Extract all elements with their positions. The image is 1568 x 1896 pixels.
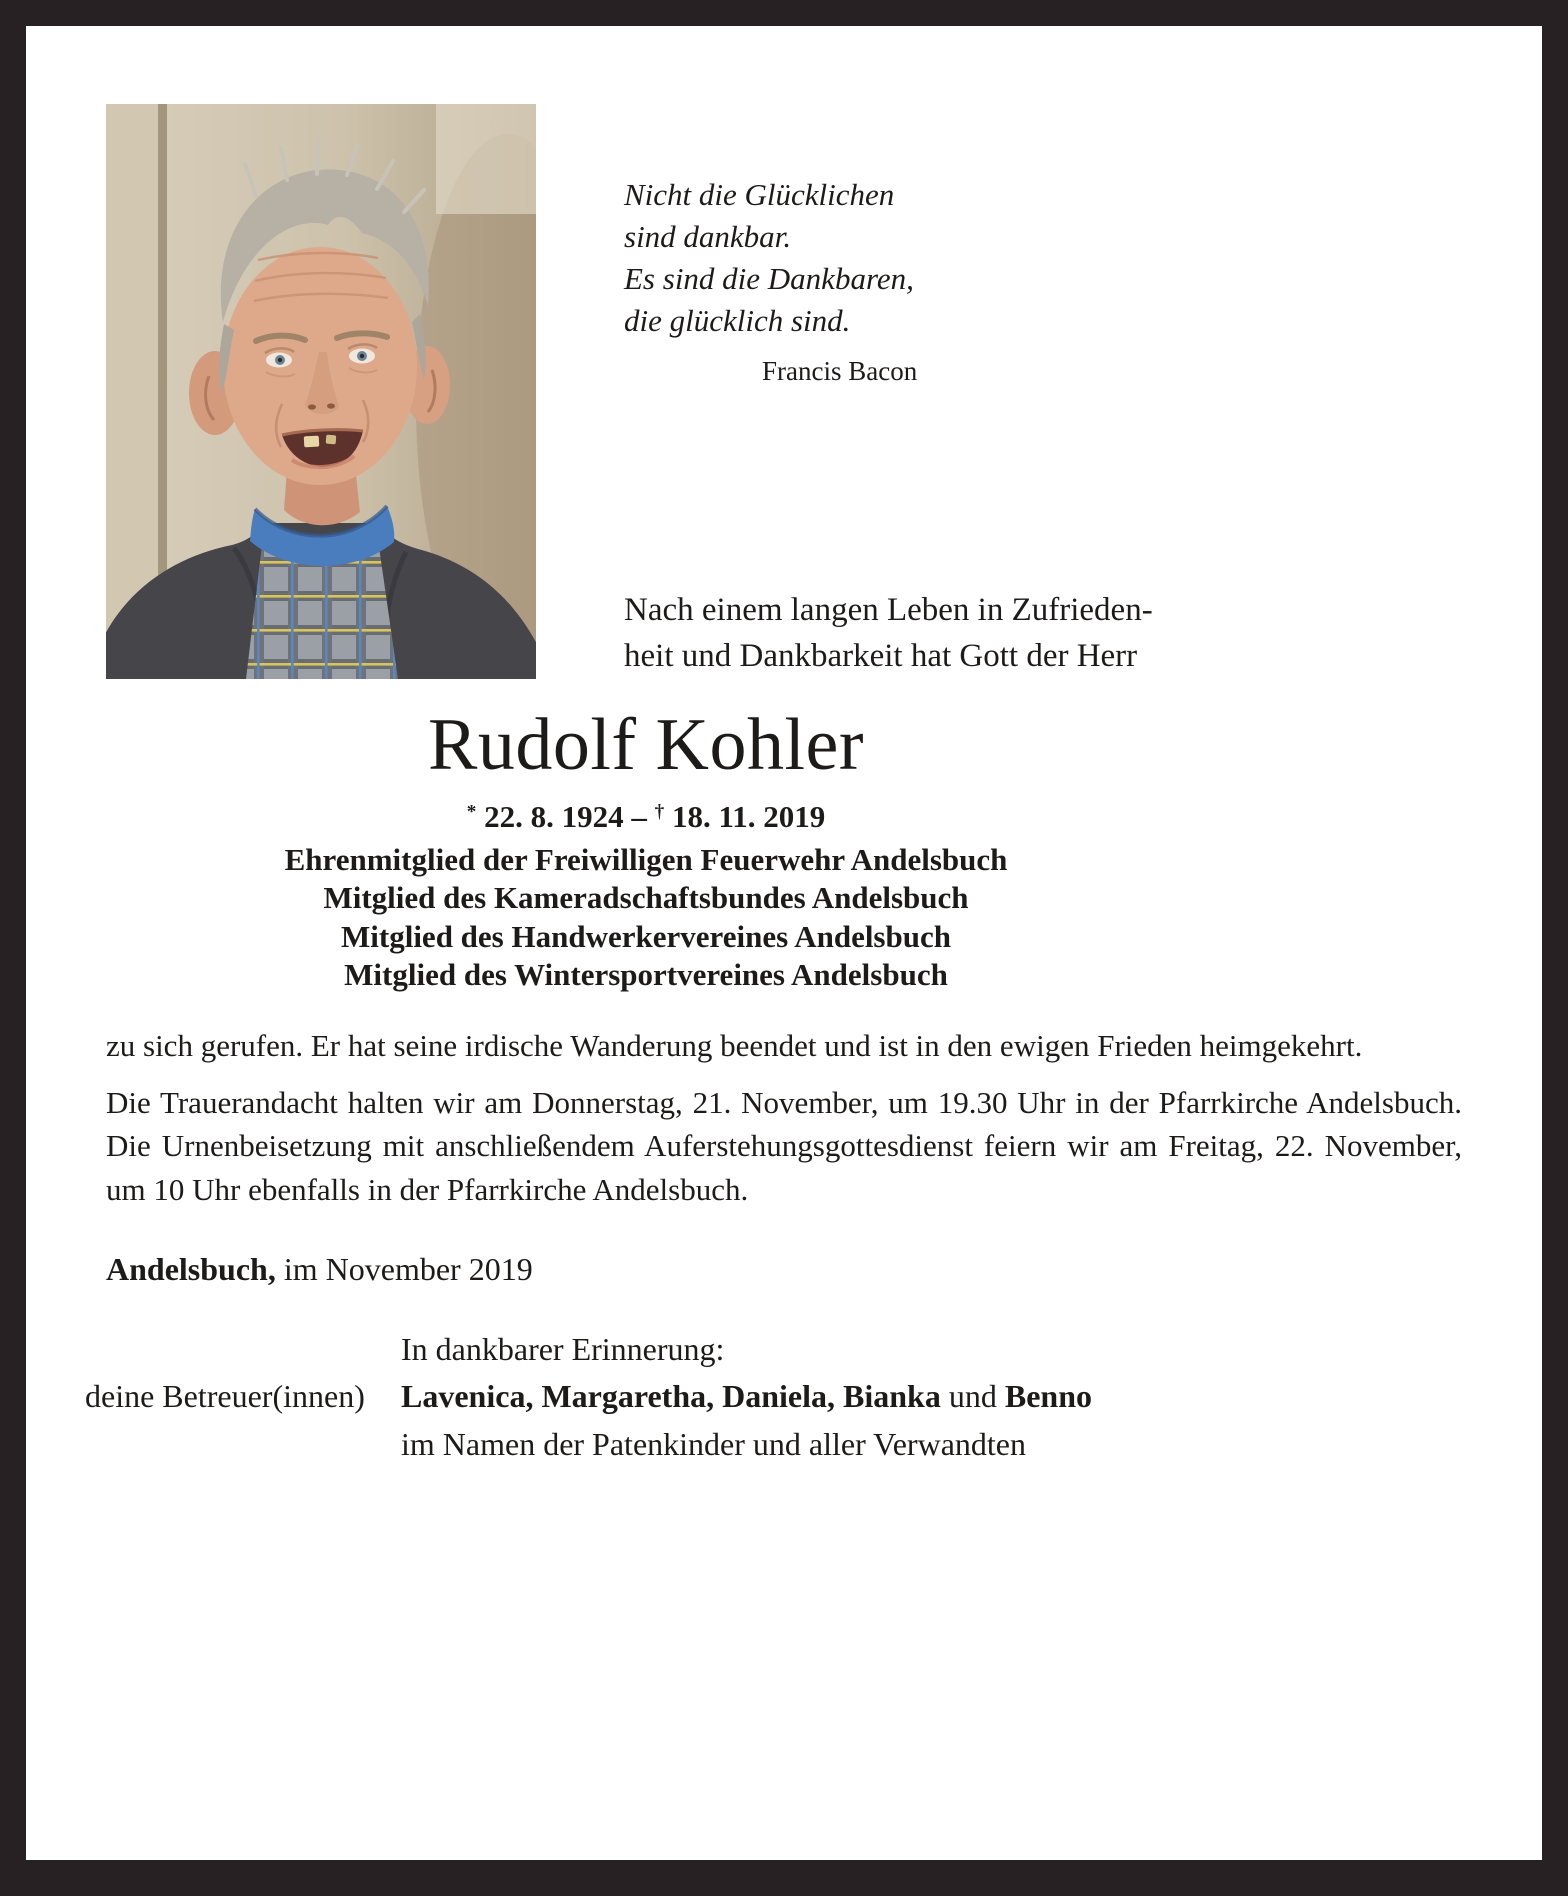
dateline-place: Andelsbuch, bbox=[106, 1251, 276, 1287]
death-date: 18. 11. 2019 bbox=[671, 798, 826, 834]
closing-heading: In dankbarer Erinnerung: bbox=[401, 1331, 725, 1367]
quote-line: sind dankbar. bbox=[624, 219, 792, 255]
membership-line: Ehrenmitglied der Freiwilligen Feuerwehr Andelsbuch bbox=[284, 841, 1008, 877]
closing-block bbox=[85, 1326, 1462, 1468]
portrait-photo-illustration bbox=[106, 104, 536, 679]
membership-line: Mitglied des Handwerkervereines Andelsbuch bbox=[341, 918, 951, 954]
headline-block bbox=[106, 704, 1186, 994]
right-column bbox=[624, 104, 1153, 679]
conjunction: und bbox=[948, 1378, 997, 1415]
dateline-date: im November 2019 bbox=[283, 1251, 533, 1287]
quote-line: die glücklich sind. bbox=[624, 303, 851, 339]
death-symbol: † bbox=[654, 801, 665, 823]
dateline bbox=[106, 1251, 1462, 1288]
top-section bbox=[106, 104, 1462, 679]
intro-text bbox=[624, 587, 1153, 679]
quote-line: Nicht die Glücklichen bbox=[624, 177, 895, 212]
birth-symbol: * bbox=[466, 801, 477, 823]
intro-line: Nach einem langen Leben in Zufrieden- bbox=[624, 591, 1153, 628]
caregivers-names bbox=[401, 1373, 1462, 1420]
closing-row bbox=[85, 1326, 1462, 1373]
closing-row bbox=[85, 1421, 1462, 1468]
closing-spacer bbox=[85, 1326, 401, 1373]
memberships bbox=[106, 841, 1186, 995]
caregiver-names-bold: Lavenica, Margaretha, Daniela, Bianka bbox=[401, 1378, 941, 1415]
caregiver-name-bold: Benno bbox=[1004, 1378, 1092, 1415]
deceased-name: Rudolf Kohler bbox=[427, 704, 865, 786]
closing-postscript: im Namen der Patenkinder und aller Verwandten bbox=[401, 1425, 1026, 1462]
closing-spacer bbox=[85, 1421, 401, 1468]
body-paragraph: zu sich gerufen. Er hat seine irdische Wanderung beendet und ist in den ewigen Frieden heimgekehrt. bbox=[106, 1028, 1363, 1064]
membership-line: Mitglied des Kameradschaftsbundes Andelsbuch bbox=[323, 880, 969, 916]
portrait-photo bbox=[106, 104, 536, 679]
caregivers-label: deine Betreuer(innen) bbox=[85, 1378, 365, 1415]
birth-date: 22. 8. 1924 bbox=[484, 798, 624, 834]
body-text bbox=[106, 1024, 1462, 1211]
quote-attribution: Francis Bacon bbox=[762, 355, 918, 386]
intro-line: heit und Dankbarkeit hat Gott der Herr bbox=[624, 637, 1138, 674]
body-paragraph: Die Trauerandacht halten wir am Donnerstag, 21. November, um 19.30 Uhr in der Pfarrkirche Andelsbuch. Die Urnenbeisetzung mit anschließendem Auferstehungsgottesdienst feiern wir am Freitag, 22. November, um 10 Uhr ebenfalls in der Pfarrkirche Andelsbuch. bbox=[106, 1084, 1462, 1207]
life-dates bbox=[106, 799, 1186, 835]
membership-line: Mitglied des Wintersportvereines Andelsbuch bbox=[344, 957, 948, 992]
closing-row bbox=[85, 1373, 1462, 1420]
quote bbox=[624, 174, 1153, 389]
dates-separator: – bbox=[631, 798, 647, 834]
quote-line: Es sind die Dankbaren, bbox=[624, 261, 914, 297]
